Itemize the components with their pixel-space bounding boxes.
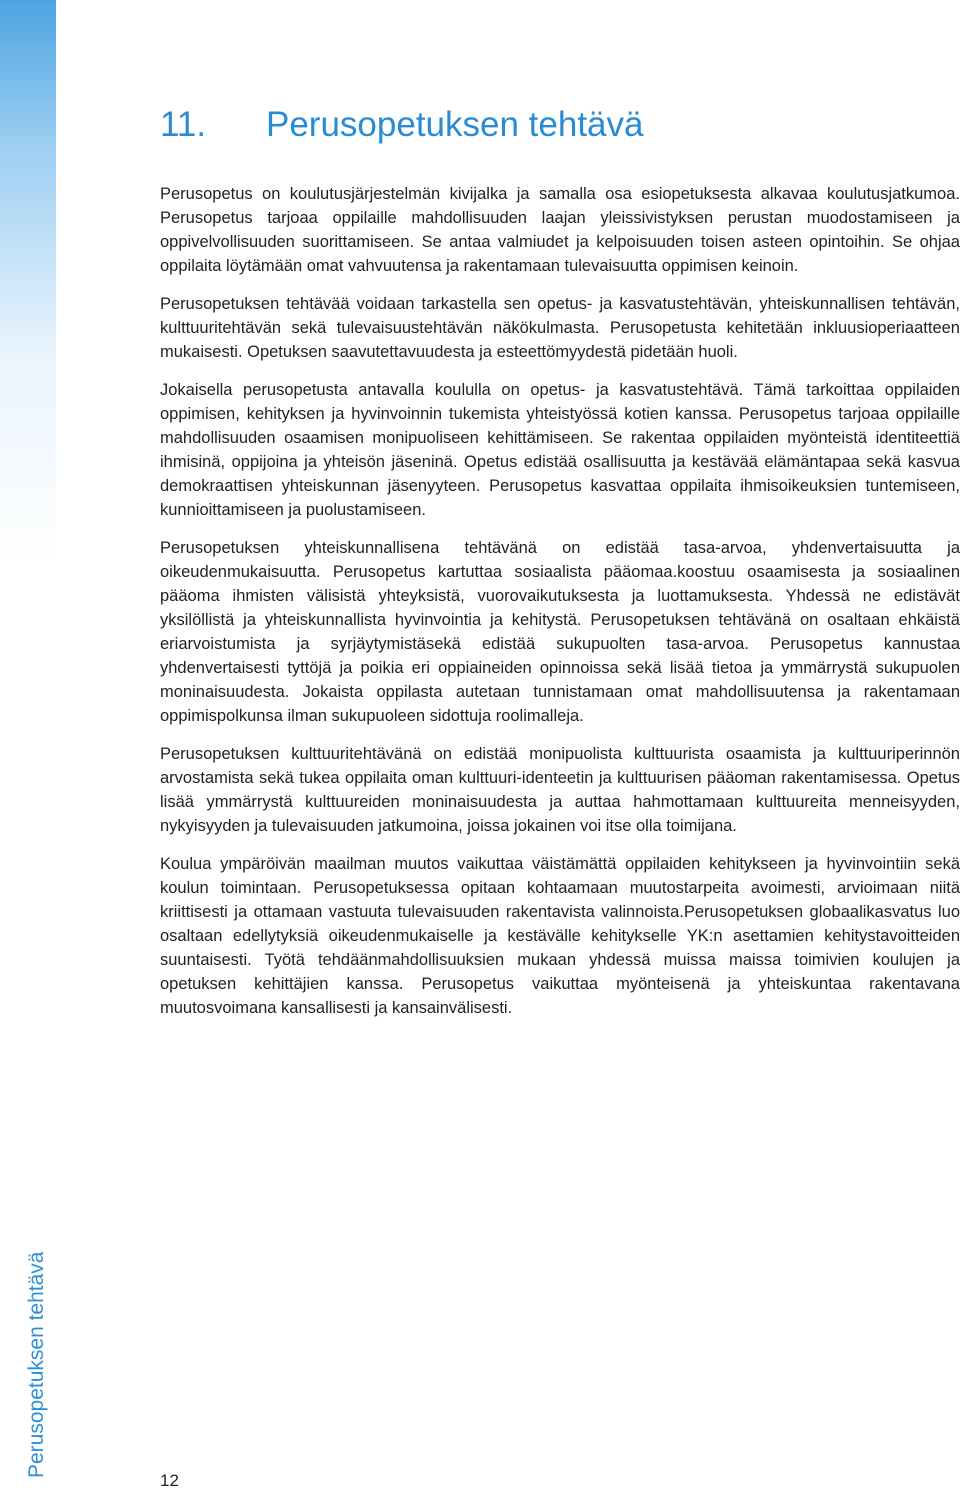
page-number: 12 [160, 1471, 179, 1490]
section-title: Perusopetuksen tehtävä [266, 105, 644, 144]
section-number: 11. [160, 105, 207, 144]
paragraph-future-task: Koulua ympäröivän maailman muutos vaikuttaa väistämättä oppilaiden kehitykseen ja hyvinvointiin sekä koulun toimintaan. Perusopetuksessa opitaan kohtaamaan muutostarpeita avoimesti, arvioimaan niitä kriittisesti ja ottamaan vastuuta tulevaisuuden rakentavista valinnoista.Perusopetuksen globaalikasvatus luo osaltaan edellytyksiä oikeudenmukaiselle ja kestävälle kehitykselle YK:n asettamien kehitystavoitteiden suuntaisesti. Työtä tehdäänmahdollisuuksien mukaan yhdessä muissa maissa toimivien koulujen ja opetuksen kehittäjien kanssa. Perusopetus vaikuttaa myönteisenä ja yhteiskuntaa rakentavana muutosvoimana kansallisesti ja kansainvälisesti. [160, 855, 960, 1017]
paragraph-intro: Perusopetus on koulutusjärjestelmän kivijalka ja samalla osa esiopetuksesta alkavaa koulutusjatkumoa. Perusopetus tarjoaa oppilaille mahdollisuuden laajan yleissivistyksen perustan muodostamiseen ja oppivelvollisuuden suorittamiseen. Se antaa valmiudet ja kelpoisuuden toisen asteen opintoihin. Se ohjaa oppilaita löytämään omat vahvuutensa ja rakentamaan tulevaisuutta oppimisen keinoin. [160, 185, 960, 275]
paragraph-teaching-task: Jokaisella perusopetusta antavalla koululla on opetus- ja kasvatustehtävä. Tämä tarkoittaa oppilaiden oppimisen, kehityksen ja hyvinvoinnin tukemista yhteistyössä kotien kanssa. Perusopetus tarjoaa oppilaille mahdollisuuden osaamisen monipuoliseen kehittämiseen. Se rakentaa oppilaiden myönteistä identiteettiä ihmisinä, oppijoina ja yhteisön jäseninä. Opetus edistää osallisuutta ja kestävää elämäntapaa sekä kasvua demokraattisen yhteiskunnan jäsenyyteen. Perusopetus kasvattaa oppilaita ihmisoikeuksien tuntemiseen, kunnioittamiseen ja puolustamiseen. [160, 381, 960, 519]
page-title [160, 104, 643, 146]
paragraph-cultural-task: Perusopetuksen kulttuuritehtävänä on edistää monipuolista kulttuurista osaamista ja kulttuuriperinnön arvostamista sekä tukea oppilaita oman kulttuuri-identeetin ja kulttuurisen pääoman rakentamisessa. Opetus lisää ymmärrystä kulttuureiden moninaisuudesta ja auttaa hahmottamaan kulttuureita menneisyyden, nykyisyyden ja tulevaisuuden jatkumoina, joissa jokainen voi itse olla toimijana. [160, 745, 960, 835]
paragraph-societal-task: Perusopetuksen yhteiskunnallisena tehtävänä on edistää tasa-arvoa, yhdenvertaisuutta ja oikeudenmukaisuutta. Perusopetus kartuttaa sosiaalista pääomaa.koostuu osaamisesta ja sosiaalinen pääoma ihmisten välisistä yhteyksistä, vuorovaikutuksesta ja luottamuksesta. Yhdessä ne edistävät yksilöllistä ja yhteiskunnallista hyvinvointia ja kehitystä. Perusopetuksen tehtävänä on osaltaan ehkäistä eriarvoistumista ja syrjäytymistäsekä edistää sukupuolten tasa-arvoa. Perusopetus kannustaa yhdenvertaisesti tyttöjä ja poikia eri oppiaineiden opinnoissa sekä lisää tietoa ja ymmärrystä sukupuolen moninaisuudesta. Jokaista oppilasta autetaan tunnistamaan omat mahdollisuutensa ja rakentamaan oppimispolkunsa ilman sukupuoleen sidottuja roolimalleja. [160, 539, 960, 725]
side-section-label: Perusopetuksen tehtävä [25, 1251, 48, 1478]
body-text [160, 182, 960, 1034]
paragraph-perspectives: Perusopetuksen tehtävää voidaan tarkastella sen opetus- ja kasvatustehtävän, yhteiskunnallisen tehtävän, kulttuuritehtävän sekä tulevaisuustehtävän näkökulmasta. Perusopetusta kehitetään inkluusioperiaatteen mukaisesti. Opetuksen saavutettavuudesta ja esteettömyydestä pidetään huoli. [160, 295, 960, 361]
